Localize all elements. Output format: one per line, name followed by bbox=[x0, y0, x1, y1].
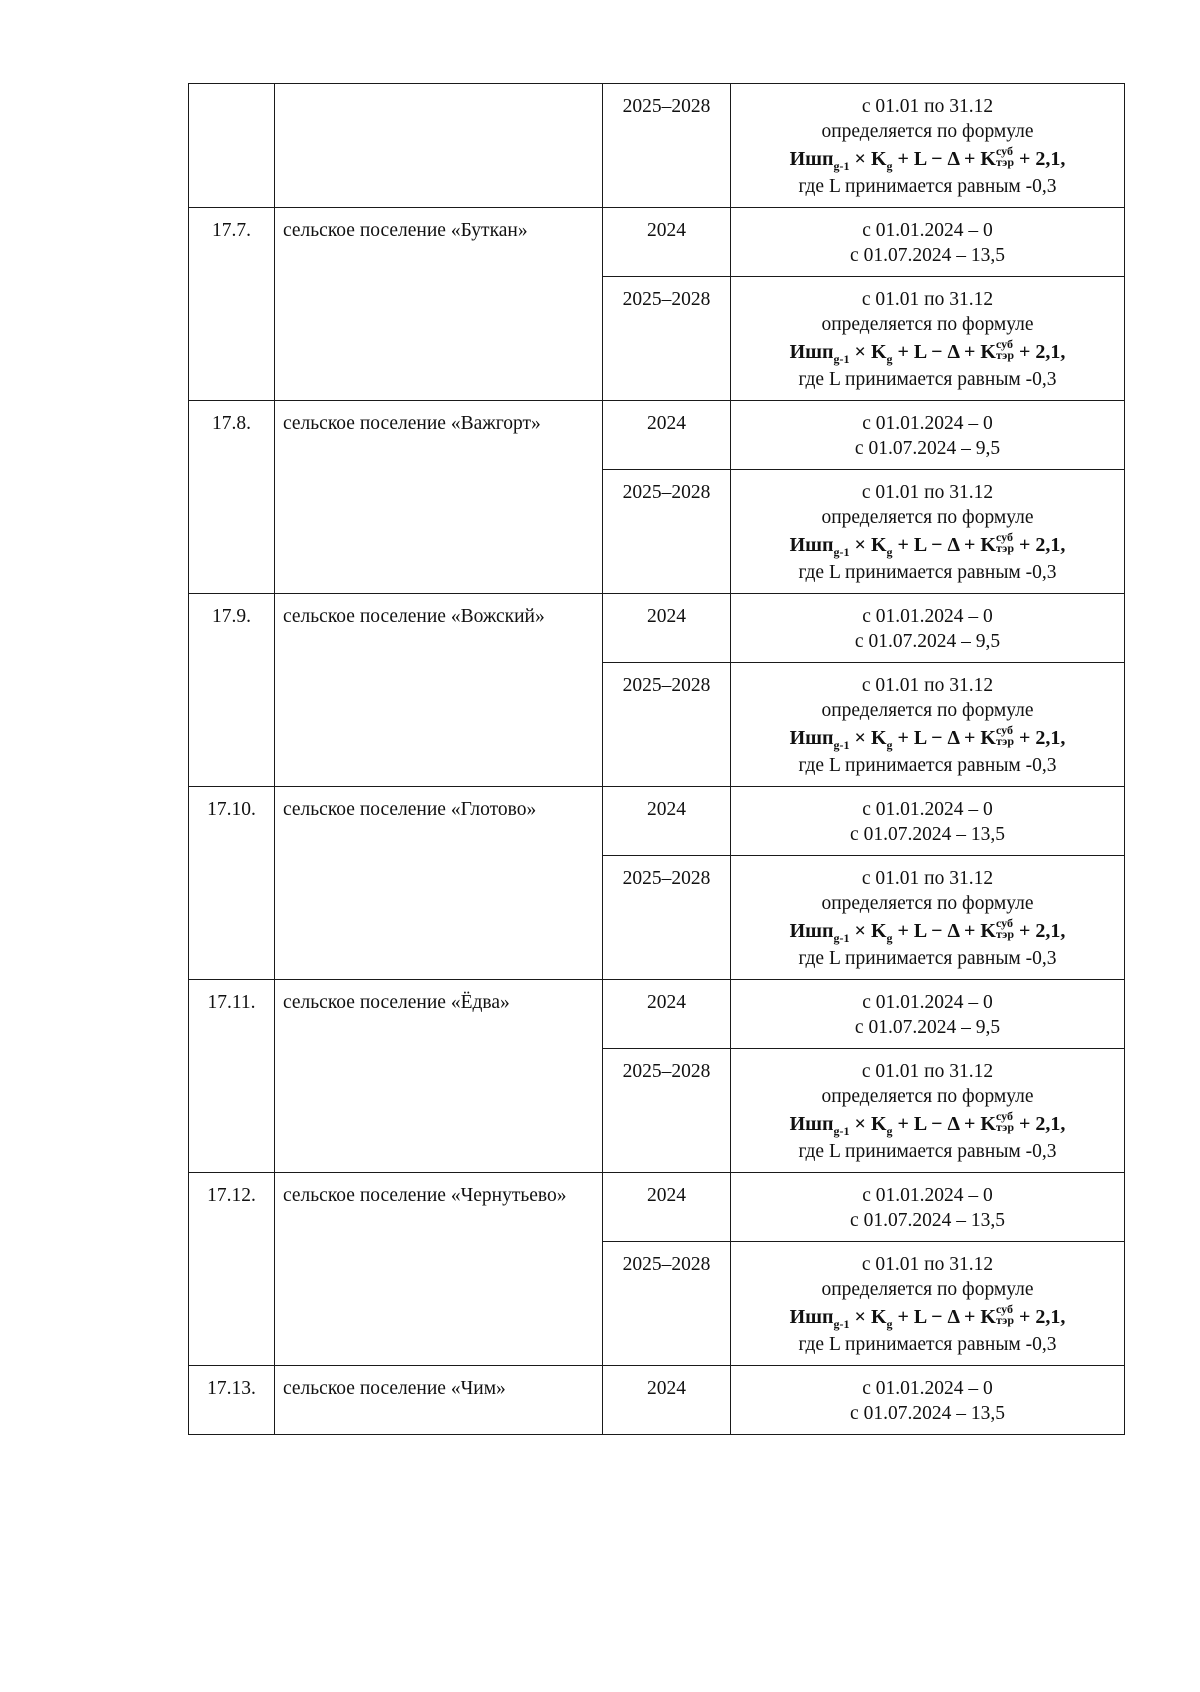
index-value-cell bbox=[731, 1366, 1125, 1435]
formula-base: Ишп bbox=[789, 1306, 834, 1328]
formula bbox=[739, 1302, 1116, 1332]
row-number-cell bbox=[189, 84, 275, 208]
index-value-cell bbox=[731, 1173, 1125, 1242]
formula-k2-sup: суб bbox=[995, 916, 1013, 931]
settlement-name-cell: сельское поселение «Важгорт» bbox=[275, 401, 603, 594]
table-row bbox=[189, 208, 1125, 277]
index-value-cell bbox=[731, 663, 1125, 787]
formula-k2-indices bbox=[996, 532, 1014, 554]
formula-k2-indices bbox=[996, 918, 1014, 940]
value-line: с 01.01.2024 – 0 bbox=[862, 413, 993, 434]
value-line: с 01.01 по 31.12 bbox=[861, 1254, 994, 1275]
formula bbox=[739, 337, 1116, 367]
value-line: определяется по формуле bbox=[821, 121, 1034, 142]
formula-k2-sub: тэр bbox=[995, 734, 1015, 749]
formula-note: где L принимается равным -0,3 bbox=[798, 176, 1057, 197]
index-value-cell bbox=[731, 856, 1125, 980]
settlement-name-cell: сельское поселение «Глотово» bbox=[275, 787, 603, 980]
formula-mult: × bbox=[849, 1113, 871, 1135]
formula-k: K bbox=[870, 1306, 887, 1328]
formula-base-sub: g-1 bbox=[833, 738, 850, 752]
value-line: определяется по формуле bbox=[821, 700, 1034, 721]
formula-k: K bbox=[870, 727, 887, 749]
value-line: с 01.07.2024 – 13,5 bbox=[850, 1210, 1005, 1231]
row-number-cell: 17.8. bbox=[189, 401, 275, 594]
formula-base-sub: g-1 bbox=[833, 159, 850, 173]
formula-tail: + 2,1, bbox=[1014, 534, 1066, 556]
value-line: с 01.01 по 31.12 bbox=[861, 675, 994, 696]
formula-mid: + L − Δ + bbox=[892, 920, 981, 942]
index-value-cell bbox=[731, 401, 1125, 470]
formula-tail: + 2,1, bbox=[1014, 148, 1066, 170]
formula-tail: + 2,1, bbox=[1014, 1306, 1066, 1328]
settlement-name-cell: сельское поселение «Чим» bbox=[275, 1366, 603, 1435]
formula-k-sub: g bbox=[886, 352, 893, 366]
tariff-table bbox=[188, 83, 1125, 1435]
period-cell: 2024 bbox=[603, 401, 731, 470]
table-row bbox=[189, 1366, 1125, 1435]
formula-k-sub: g bbox=[886, 931, 893, 945]
period-cell: 2025–2028 bbox=[603, 856, 731, 980]
table-row bbox=[189, 980, 1125, 1049]
formula-note: где L принимается равным -0,3 bbox=[798, 369, 1057, 390]
period-cell: 2025–2028 bbox=[603, 470, 731, 594]
settlement-name-cell bbox=[275, 84, 603, 208]
index-value-cell bbox=[731, 1049, 1125, 1173]
formula-k2-indices bbox=[996, 1111, 1014, 1133]
formula-k2-sub: тэр bbox=[995, 1120, 1015, 1135]
settlement-name-cell: сельское поселение «Вожский» bbox=[275, 594, 603, 787]
formula-k2: K bbox=[980, 534, 996, 556]
formula-tail: + 2,1, bbox=[1014, 727, 1066, 749]
index-value-cell bbox=[731, 84, 1125, 208]
formula-mid: + L − Δ + bbox=[892, 341, 981, 363]
formula-mult: × bbox=[849, 727, 871, 749]
period-cell: 2024 bbox=[603, 1366, 731, 1435]
formula-tail: + 2,1, bbox=[1014, 341, 1066, 363]
formula-k2-sup: суб bbox=[995, 1109, 1013, 1124]
formula-base-sub: g-1 bbox=[833, 1317, 850, 1331]
formula-k2-sub: тэр bbox=[995, 155, 1015, 170]
formula bbox=[739, 144, 1116, 174]
formula-note: где L принимается равным -0,3 bbox=[798, 1141, 1057, 1162]
formula-k2: K bbox=[980, 1113, 996, 1135]
value-line: с 01.01.2024 – 0 bbox=[862, 799, 993, 820]
formula-note: где L принимается равным -0,3 bbox=[798, 948, 1057, 969]
formula-base-sub: g-1 bbox=[833, 1124, 850, 1138]
formula-mid: + L − Δ + bbox=[892, 727, 981, 749]
value-line: с 01.01 по 31.12 bbox=[861, 289, 994, 310]
value-line: с 01.01.2024 – 0 bbox=[862, 220, 993, 241]
settlement-name-cell: сельское поселение «Чернутьево» bbox=[275, 1173, 603, 1366]
row-number-cell: 17.12. bbox=[189, 1173, 275, 1366]
value-line: с 01.07.2024 – 13,5 bbox=[850, 245, 1005, 266]
index-value-cell bbox=[731, 787, 1125, 856]
formula-mid: + L − Δ + bbox=[892, 1306, 981, 1328]
period-cell: 2024 bbox=[603, 594, 731, 663]
value-line: с 01.07.2024 – 9,5 bbox=[854, 438, 1001, 459]
table-row bbox=[189, 1173, 1125, 1242]
formula-k2: K bbox=[980, 1306, 996, 1328]
value-line: с 01.07.2024 – 9,5 bbox=[854, 1017, 1001, 1038]
formula-mid: + L − Δ + bbox=[892, 534, 981, 556]
row-number-cell: 17.7. bbox=[189, 208, 275, 401]
formula-k-sub: g bbox=[886, 159, 893, 173]
formula-mult: × bbox=[849, 148, 871, 170]
value-line: определяется по формуле bbox=[821, 1086, 1034, 1107]
value-line: определяется по формуле bbox=[821, 314, 1034, 335]
formula-base-sub: g-1 bbox=[833, 931, 850, 945]
value-line: определяется по формуле bbox=[821, 1279, 1034, 1300]
formula-base: Ишп bbox=[789, 1113, 834, 1135]
row-number-cell: 17.13. bbox=[189, 1366, 275, 1435]
settlement-name-cell: сельское поселение «Буткан» bbox=[275, 208, 603, 401]
tariff-table-body bbox=[189, 84, 1125, 1435]
period-cell: 2025–2028 bbox=[603, 1242, 731, 1366]
formula-k-sub: g bbox=[886, 738, 893, 752]
formula bbox=[739, 1109, 1116, 1139]
value-line: с 01.01.2024 – 0 bbox=[862, 1185, 993, 1206]
formula-k2-indices bbox=[996, 1304, 1014, 1326]
index-value-cell bbox=[731, 208, 1125, 277]
formula-mult: × bbox=[849, 920, 871, 942]
value-line: с 01.01.2024 – 0 bbox=[862, 1378, 993, 1399]
index-value-cell bbox=[731, 1242, 1125, 1366]
formula-k-sub: g bbox=[886, 1317, 893, 1331]
formula-mid: + L − Δ + bbox=[892, 148, 981, 170]
period-cell: 2025–2028 bbox=[603, 1049, 731, 1173]
formula-k: K bbox=[870, 148, 887, 170]
table-row bbox=[189, 594, 1125, 663]
formula-k2: K bbox=[980, 148, 996, 170]
formula-base: Ишп bbox=[789, 148, 834, 170]
index-value-cell bbox=[731, 470, 1125, 594]
formula-k-sub: g bbox=[886, 1124, 893, 1138]
formula-base: Ишп bbox=[789, 341, 834, 363]
formula-k2-sub: тэр bbox=[995, 348, 1015, 363]
formula-k2-sub: тэр bbox=[995, 541, 1015, 556]
table-row bbox=[189, 84, 1125, 208]
value-line: с 01.01.2024 – 0 bbox=[862, 992, 993, 1013]
value-line: с 01.01 по 31.12 bbox=[861, 96, 994, 117]
value-line: с 01.07.2024 – 13,5 bbox=[850, 1403, 1005, 1424]
value-line: с 01.07.2024 – 13,5 bbox=[850, 824, 1005, 845]
value-line: с 01.01 по 31.12 bbox=[861, 868, 994, 889]
period-cell: 2025–2028 bbox=[603, 663, 731, 787]
period-cell: 2024 bbox=[603, 787, 731, 856]
formula-k2: K bbox=[980, 727, 996, 749]
value-line: с 01.01 по 31.12 bbox=[861, 1061, 994, 1082]
formula bbox=[739, 530, 1116, 560]
formula-k2-sup: суб bbox=[995, 723, 1013, 738]
period-cell: 2024 bbox=[603, 1173, 731, 1242]
formula-base: Ишп bbox=[789, 727, 834, 749]
formula-note: где L принимается равным -0,3 bbox=[798, 562, 1057, 583]
index-value-cell bbox=[731, 980, 1125, 1049]
formula-tail: + 2,1, bbox=[1014, 1113, 1066, 1135]
formula-base-sub: g-1 bbox=[833, 352, 850, 366]
value-line: с 01.01 по 31.12 bbox=[861, 482, 994, 503]
formula-base-sub: g-1 bbox=[833, 545, 850, 559]
table-row bbox=[189, 787, 1125, 856]
formula-k2-sup: суб bbox=[995, 530, 1013, 545]
formula-k: K bbox=[870, 920, 887, 942]
formula bbox=[739, 723, 1116, 753]
formula-k2-indices bbox=[996, 725, 1014, 747]
formula-k2-indices bbox=[996, 339, 1014, 361]
formula-k2-sup: суб bbox=[995, 144, 1013, 159]
formula-tail: + 2,1, bbox=[1014, 920, 1066, 942]
period-cell: 2024 bbox=[603, 980, 731, 1049]
formula-note: где L принимается равным -0,3 bbox=[798, 1334, 1057, 1355]
formula-k2-sub: тэр bbox=[995, 1313, 1015, 1328]
formula-note: где L принимается равным -0,3 bbox=[798, 755, 1057, 776]
formula-mult: × bbox=[849, 1306, 871, 1328]
formula-mid: + L − Δ + bbox=[892, 1113, 981, 1135]
table-row bbox=[189, 401, 1125, 470]
period-cell: 2024 bbox=[603, 208, 731, 277]
row-number-cell: 17.10. bbox=[189, 787, 275, 980]
period-cell: 2025–2028 bbox=[603, 84, 731, 208]
formula-base: Ишп bbox=[789, 920, 834, 942]
value-line: с 01.07.2024 – 9,5 bbox=[854, 631, 1001, 652]
formula bbox=[739, 916, 1116, 946]
formula-mult: × bbox=[849, 341, 871, 363]
value-line: определяется по формуле bbox=[821, 893, 1034, 914]
index-value-cell bbox=[731, 594, 1125, 663]
formula-k2-indices bbox=[996, 146, 1014, 168]
settlement-name-cell: сельское поселение «Ёдва» bbox=[275, 980, 603, 1173]
index-value-cell bbox=[731, 277, 1125, 401]
formula-k: K bbox=[870, 1113, 887, 1135]
formula-k2: K bbox=[980, 341, 996, 363]
row-number-cell: 17.11. bbox=[189, 980, 275, 1173]
formula-mult: × bbox=[849, 534, 871, 556]
formula-k: K bbox=[870, 341, 887, 363]
row-number-cell: 17.9. bbox=[189, 594, 275, 787]
value-line: с 01.01.2024 – 0 bbox=[862, 606, 993, 627]
formula-k2-sup: суб bbox=[995, 337, 1013, 352]
formula-k-sub: g bbox=[886, 545, 893, 559]
period-cell: 2025–2028 bbox=[603, 277, 731, 401]
formula-k2-sup: суб bbox=[995, 1302, 1013, 1317]
value-line: определяется по формуле bbox=[821, 507, 1034, 528]
formula-k2: K bbox=[980, 920, 996, 942]
formula-base: Ишп bbox=[789, 534, 834, 556]
formula-k2-sub: тэр bbox=[995, 927, 1015, 942]
formula-k: K bbox=[870, 534, 887, 556]
